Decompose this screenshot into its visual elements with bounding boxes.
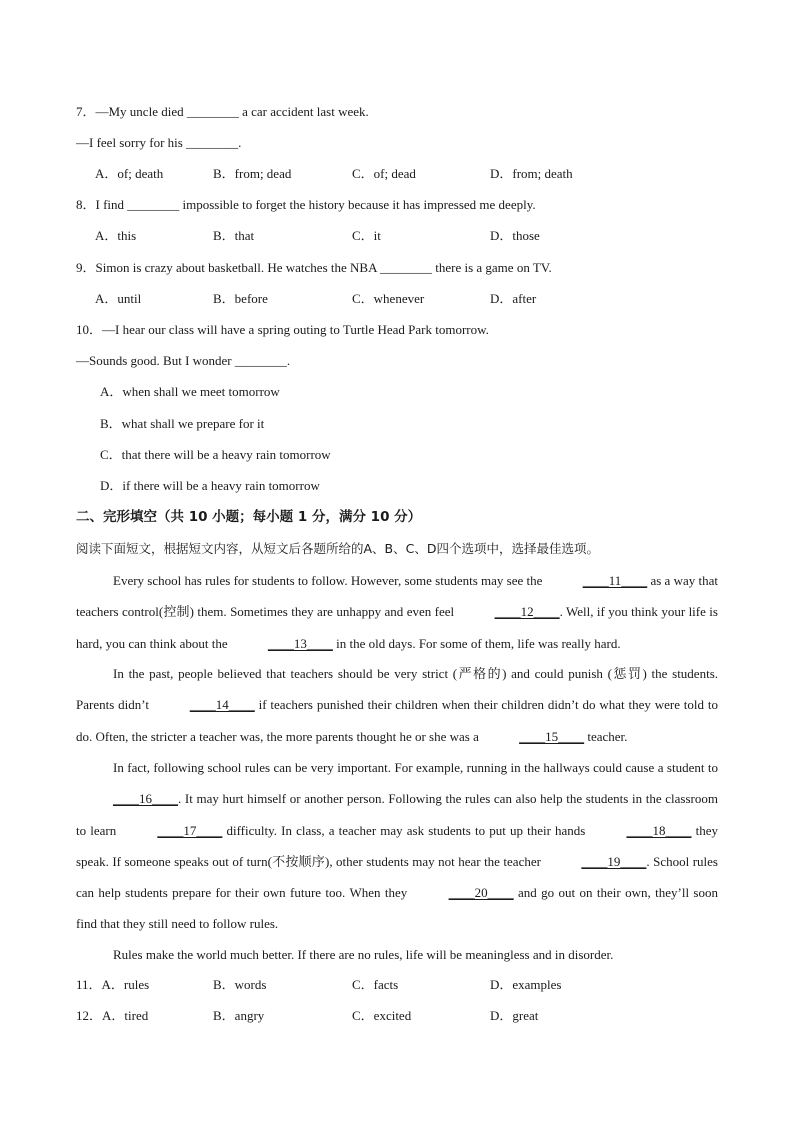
passage-text: difficulty. In class, a teacher may ask students to put up their hands [222,822,590,838]
q8-stem: 8．I find ________ impossible to forget the history because it has impressed me deeply. [76,197,536,212]
q9-option-c: C．whenever [352,291,425,306]
q12-option-a: 12．A．tired [76,1008,149,1023]
blank-18: ____18____ [626,822,692,838]
q9-option-b: B．before [213,291,268,306]
passage-paragraph-1 [76,565,718,659]
passage-text: . School rules can help students prepare for their own future too. When they [76,853,718,901]
blank-15: ____15____ [519,728,585,744]
q12-option-b: B．angry [213,1008,265,1023]
q7-stem: 7．—My uncle died ________ a car accident last week. [76,104,369,119]
passage-text: and go out on their own, they’ll soon find that they still need to follow rules. [76,885,718,932]
q7-option-b: B．from; dead [213,166,292,181]
q7-option-c: C．of; dead [352,166,416,181]
blank-12: ____12____ [494,604,560,620]
blank-16: ____16____ [113,791,178,807]
q10-option-a: A．when shall we meet tomorrow [100,384,280,399]
q11-option-a: 11．A．rules [76,977,150,992]
q10-stem: 10．—I hear our class will have a spring outing to Turtle Head Park tomorrow. [76,322,489,337]
q11-option-d: D．examples [490,977,562,992]
blank-14: ____14____ [189,697,255,713]
q10-option-d: D．if there will be a heavy rain tomorrow [100,478,320,493]
section-heading: 二、完形填空（共 10 小题；每小题 1 分，满分 10 分） [76,509,422,525]
passage-text: in the old days. For some of them, life was really hard. [332,635,621,651]
passage-text: teacher. [584,728,628,744]
passage-text: In fact, following school rules can be very important. For example, running in the hallways could cause a student to [113,760,718,775]
passage-text: In the past, people believed that teachers should be very strict (严格的) and could punish (惩罚) the students. Parents didn’t [76,666,718,713]
passage-text: . It may hurt himself or another person. Following the rules can also help the students in the classroom to learn [76,791,718,838]
q11-option-b: B．words [213,977,267,992]
blank-17: ____17____ [157,822,223,838]
q10-option-c: C．that there will be a heavy rain tomorrow [100,447,331,462]
blank-11: ____11____ [582,573,648,588]
q11-option-c: C．facts [352,977,399,992]
section-instruction: 阅读下面短文，根据短文内容，从短文后各题所给的A、B、C、D四个选项中，选择最佳选项。 [76,541,599,556]
passage-text: Every school has rules for students to follow. However, some students may see the [113,573,546,588]
q9-option-d: D．after [490,291,537,306]
passage-text: as a way that teachers control(控制) them. Sometimes they are unhappy and even feel [76,573,718,620]
passage-text: they speak. If someone speaks out of turn(不按顺序), other students may not hear the teacher [76,822,718,869]
q8-option-d: D．those [490,228,540,243]
blank-20: ____20____ [448,885,514,901]
passage-paragraph-3 [76,752,718,940]
q7-option-d: D．from; death [490,166,573,181]
blank-19: ____19____ [581,853,647,869]
passage-paragraph-2 [76,658,718,752]
q8-option-a: A．this [95,228,137,243]
q7-option-a: A．of; death [95,166,164,181]
q10-response: —Sounds good. But I wonder ________. [76,353,291,368]
passage-text: . Well, if you think your life is hard, you can think about the [76,604,718,651]
blank-13: ____13____ [267,635,333,651]
q9-stem: 9．Simon is crazy about basketball. He watches the NBA ________ there is a game on TV. [76,260,552,275]
q10-option-b: B．what shall we prepare for it [100,416,265,431]
q9-option-a: A．until [95,291,142,306]
q12-option-d: D．great [490,1008,539,1023]
q8-option-b: B．that [213,228,255,243]
passage-paragraph-4: Rules make the world much better. If there are no rules, life will be meaningless and in disorder. [113,947,614,962]
q7-response: —I feel sorry for his ________. [76,135,242,150]
q8-option-c: C．it [352,228,381,243]
passage-text: if teachers punished their children when their children didn’t do what they were told to do. Often, the stricter a teacher was, the more parents thought he or she was a [76,697,718,744]
q12-option-c: C．excited [352,1008,412,1023]
